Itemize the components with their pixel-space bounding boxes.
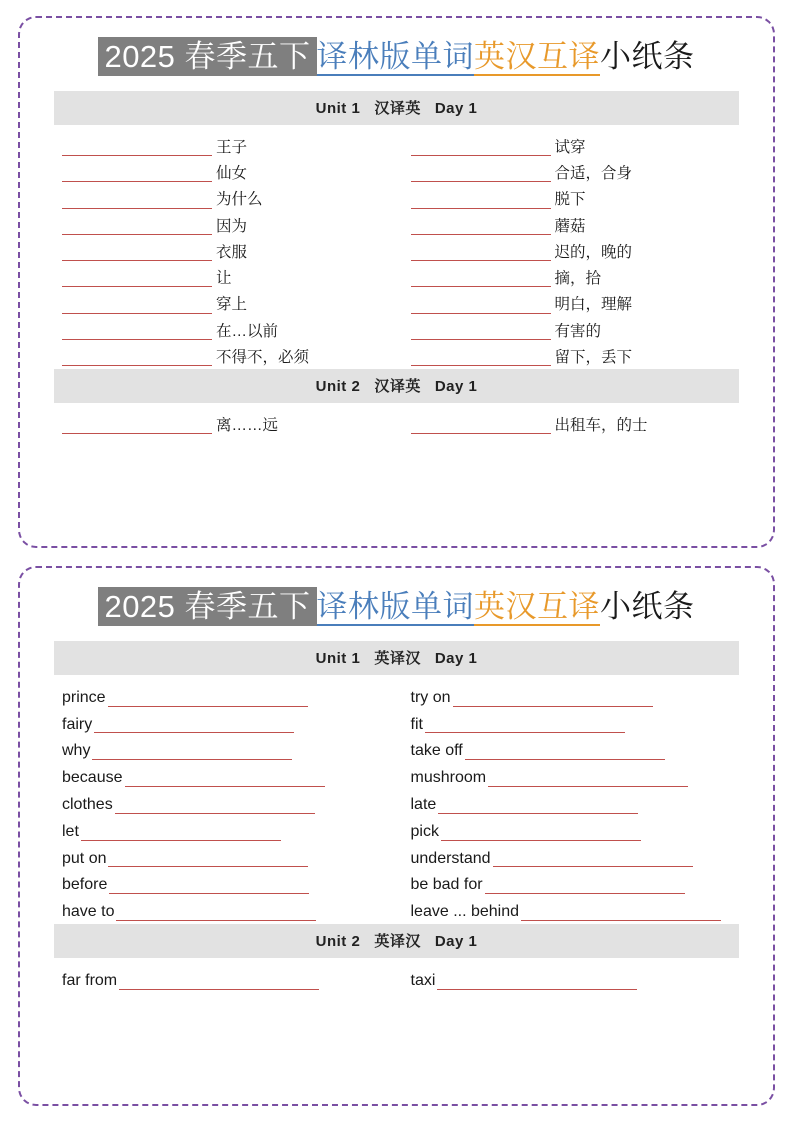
answer-blank[interactable] <box>411 350 551 366</box>
word-label: 留下，丢下 <box>554 348 633 366</box>
word-label: 摘，拾 <box>554 270 602 288</box>
answer-blank[interactable] <box>109 878 309 894</box>
answer-blank[interactable] <box>119 974 319 990</box>
word-cell <box>48 264 397 290</box>
word-cell <box>48 238 397 264</box>
section-unit: Unit 1 <box>315 99 361 117</box>
word-cell <box>48 870 397 897</box>
section-mode: 英译汉 <box>374 649 421 667</box>
word-label: have to <box>62 903 115 921</box>
word-cell <box>397 185 746 211</box>
section-mode: 英译汉 <box>374 932 421 950</box>
section-day: Day 1 <box>434 649 478 667</box>
word-rows <box>36 131 757 369</box>
word-row <box>48 790 745 817</box>
word-cell <box>397 870 746 897</box>
word-cell <box>397 238 746 264</box>
word-row <box>48 683 745 710</box>
word-label: far from <box>62 971 118 989</box>
word-label: 为什么 <box>216 191 263 209</box>
answer-blank[interactable] <box>411 219 551 235</box>
word-cell <box>48 317 397 343</box>
section-unit: Unit 2 <box>315 378 361 396</box>
answer-blank[interactable] <box>115 798 315 814</box>
answer-blank[interactable] <box>465 744 665 760</box>
word-cell <box>397 844 746 871</box>
answer-blank[interactable] <box>485 878 685 894</box>
answer-blank[interactable] <box>411 140 551 156</box>
word-cell <box>48 710 397 737</box>
word-cell <box>397 790 746 817</box>
word-label: late <box>410 796 437 813</box>
answer-blank[interactable] <box>438 798 638 814</box>
answer-blank[interactable] <box>411 324 551 340</box>
word-row <box>48 133 745 159</box>
word-label: understand <box>410 849 491 867</box>
word-label: why <box>62 742 91 760</box>
section-day: Day 1 <box>434 378 478 396</box>
answer-blank[interactable] <box>411 166 551 182</box>
word-cell <box>397 966 746 993</box>
title-part-grey: 2025 春季五下 <box>98 587 316 626</box>
word-cell <box>397 897 746 924</box>
word-cell <box>48 763 397 790</box>
section-day: Day 1 <box>434 932 478 950</box>
word-row <box>48 238 745 264</box>
answer-blank[interactable] <box>411 193 551 209</box>
word-row <box>48 870 745 897</box>
word-cell <box>48 844 397 871</box>
word-label: clothes <box>62 796 113 813</box>
section-header <box>54 641 739 675</box>
answer-blank[interactable] <box>411 298 551 314</box>
word-cell <box>48 736 397 763</box>
word-label: 脱下 <box>554 191 586 209</box>
word-label: taxi <box>410 971 436 989</box>
sections-container-bottom <box>36 641 757 993</box>
word-cell <box>397 763 746 790</box>
answer-blank[interactable] <box>81 825 281 841</box>
word-row <box>48 897 745 924</box>
answer-blank[interactable] <box>425 717 625 733</box>
answer-blank[interactable] <box>411 271 551 287</box>
word-label: 明白，理解 <box>554 296 633 314</box>
word-row <box>48 763 745 790</box>
title-part-black: 小纸条 <box>600 39 695 74</box>
word-label: 王子 <box>216 138 248 156</box>
word-label: because <box>62 769 123 787</box>
word-label: 试穿 <box>554 138 586 156</box>
answer-blank[interactable] <box>411 245 551 261</box>
word-label: fairy <box>62 715 93 733</box>
answer-blank[interactable] <box>493 851 693 867</box>
section-unit: Unit 1 <box>315 649 361 667</box>
word-row <box>48 185 745 211</box>
word-label: 蘑菇 <box>554 217 586 235</box>
word-row <box>48 343 745 369</box>
answer-blank[interactable] <box>116 905 316 921</box>
word-label: 出租车，的士 <box>554 417 648 435</box>
word-label: before <box>62 876 108 894</box>
answer-blank[interactable] <box>62 245 212 261</box>
word-row <box>48 710 745 737</box>
word-row <box>48 159 745 185</box>
answer-blank[interactable] <box>488 771 688 787</box>
word-cell <box>397 290 746 316</box>
answer-blank[interactable] <box>62 140 212 156</box>
title-part-grey: 2025 春季五下 <box>98 37 316 76</box>
title-part-black: 小纸条 <box>600 589 695 625</box>
answer-blank[interactable] <box>62 418 212 434</box>
word-label: leave ... behind <box>410 903 520 921</box>
answer-blank[interactable] <box>94 717 294 733</box>
word-cell <box>397 736 746 763</box>
word-label: 不得不，必须 <box>216 348 310 366</box>
word-label: 穿上 <box>216 296 248 314</box>
card-english-to-chinese <box>18 566 775 1106</box>
word-label: 在…以前 <box>216 322 279 340</box>
word-cell <box>397 159 746 185</box>
word-cell <box>397 817 746 844</box>
answer-blank[interactable] <box>62 324 212 340</box>
section-header <box>54 369 739 403</box>
word-label: be bad for <box>410 876 483 894</box>
word-cell <box>397 212 746 238</box>
word-cell <box>397 264 746 290</box>
word-row <box>48 736 745 763</box>
answer-blank[interactable] <box>437 974 637 990</box>
word-cell <box>397 683 746 710</box>
answer-blank[interactable] <box>108 691 308 707</box>
answer-blank[interactable] <box>453 691 653 707</box>
word-label: 有害的 <box>554 322 602 340</box>
sections-container-top <box>36 91 757 438</box>
word-cell <box>48 159 397 185</box>
word-cell <box>48 897 397 924</box>
section-mode: 汉译英 <box>374 378 421 396</box>
word-label: take off <box>410 742 463 760</box>
word-cell <box>48 290 397 316</box>
section-header <box>54 91 739 125</box>
answer-blank[interactable] <box>62 350 212 366</box>
word-label: fit <box>410 715 423 733</box>
answer-blank[interactable] <box>521 905 721 921</box>
answer-blank[interactable] <box>125 771 325 787</box>
word-label: 因为 <box>216 217 248 235</box>
word-cell <box>48 966 397 993</box>
answer-blank[interactable] <box>62 166 212 182</box>
word-row <box>48 290 745 316</box>
word-label: 离……远 <box>216 417 279 435</box>
word-cell <box>48 185 397 211</box>
title-part-orange: 英汉互译 <box>474 39 601 74</box>
word-row <box>48 966 745 993</box>
word-label: 迟的，晚的 <box>554 243 633 261</box>
word-label: 仙女 <box>216 165 248 183</box>
answer-blank[interactable] <box>411 418 551 434</box>
title-part-orange: 英汉互译 <box>474 589 601 625</box>
answer-blank[interactable] <box>92 744 292 760</box>
word-label: put on <box>62 849 107 867</box>
word-cell <box>397 710 746 737</box>
answer-blank[interactable] <box>62 271 212 287</box>
answer-blank[interactable] <box>108 851 308 867</box>
word-row <box>48 317 745 343</box>
word-cell <box>48 683 397 710</box>
word-label: 衣服 <box>216 243 248 261</box>
word-label: try on <box>410 688 451 706</box>
word-rows <box>36 409 757 437</box>
section-unit: Unit 2 <box>315 932 361 950</box>
title-part-blue: 译林版单词 <box>316 589 475 625</box>
word-cell <box>48 343 397 369</box>
word-cell <box>397 133 746 159</box>
word-label: let <box>62 822 79 840</box>
page-title <box>36 38 757 77</box>
word-label: 合适，合身 <box>554 165 633 183</box>
word-cell <box>48 817 397 844</box>
word-cell <box>397 317 746 343</box>
word-cell <box>48 411 397 437</box>
word-cell <box>397 411 746 437</box>
word-row <box>48 264 745 290</box>
title-part-blue: 译林版单词 <box>316 39 475 74</box>
answer-blank[interactable] <box>62 193 212 209</box>
word-row <box>48 212 745 238</box>
section-day: Day 1 <box>434 99 478 117</box>
word-cell <box>48 790 397 817</box>
section-header <box>54 924 739 958</box>
word-rows <box>36 964 757 993</box>
answer-blank[interactable] <box>62 219 212 235</box>
word-cell <box>48 133 397 159</box>
answer-blank[interactable] <box>441 825 641 841</box>
word-label: prince <box>62 688 106 706</box>
answer-blank[interactable] <box>62 298 212 314</box>
word-row <box>48 411 745 437</box>
page-title-2 <box>36 588 757 627</box>
word-label: mushroom <box>410 769 487 787</box>
card-chinese-to-english <box>18 16 775 548</box>
word-label: pick <box>410 822 439 840</box>
word-rows <box>36 681 757 924</box>
word-label: 让 <box>216 270 232 288</box>
section-mode: 汉译英 <box>374 99 421 117</box>
word-cell <box>48 212 397 238</box>
word-row <box>48 817 745 844</box>
word-row <box>48 844 745 871</box>
word-cell <box>397 343 746 369</box>
